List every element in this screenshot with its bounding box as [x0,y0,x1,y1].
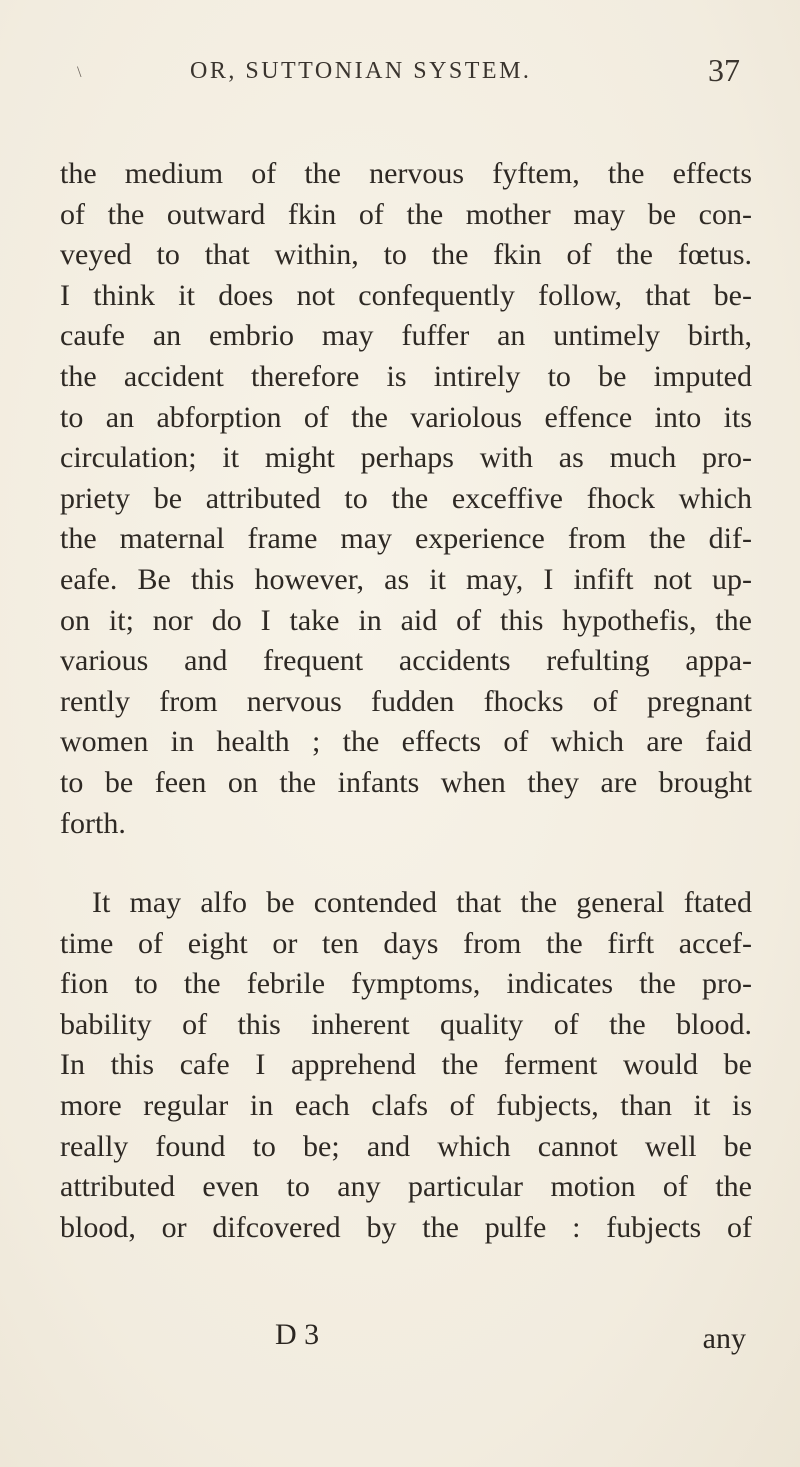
text-line: eafe. Be this however, as it may, I infift not up- [60,562,752,596]
text-line: It may alfo be contended that the general ftated [92,886,752,920]
text-line: time of eight or ten days from the firft accef- [60,926,752,960]
text-line: the maternal frame may experience from the dif- [60,522,752,556]
running-head [60,48,750,98]
text-line: the medium of the nervous fyftem, the effects [60,157,752,190]
text-line: I think it does not confequently follow, that be- [60,278,752,312]
text-line: circulation; it might perhaps with as much pro- [60,441,752,475]
text-line: on it; nor do I take in aid of this hypothefis, the [60,603,752,637]
text-line: veyed to that within, to the fkin of the fœtus. [60,238,752,272]
paragraph-gap [60,844,752,883]
catchword: any [702,1322,746,1355]
header-mark: \ [77,64,82,81]
text-line: blood, or difcovered by the pulfe : fubjects of [60,1210,752,1244]
text-line: more regular in each clafs of fubjects, than it is [60,1089,752,1123]
text-line: forth. [60,806,126,840]
text-line: fion to the febrile fymptoms, indicates the pro- [60,967,752,1001]
text-line: In this cafe I apprehend the ferment would be [60,1048,752,1082]
text-line: bability of this inherent quality of the blood. [60,1007,752,1041]
text-line: of the outward fkin of the mother may be con- [60,197,752,231]
text-line: women in health ; the effects of which are faid [60,725,752,759]
text-line: to an abforption of the variolous effence into its [60,400,752,434]
page-number: 37 [708,52,740,88]
body-text [60,154,752,1248]
paragraph-1 [60,154,752,844]
text-line: really found to be; and which cannot well be [60,1129,752,1163]
header-title: OR, SUTTONIAN SYSTEM. [190,58,532,84]
text-line: attributed even to any particular motion of the [60,1170,752,1204]
text-line: rently from nervous fudden fhocks of pregnant [60,684,752,718]
text-line: to be feen on the infants when they are brought [60,765,752,799]
page-footer [60,1318,752,1358]
text-line: priety be attributed to the exceffive fhock which [60,481,752,515]
text-line: caufe an embrio may fuffer an untimely birth, [60,319,752,353]
text-line: various and frequent accidents refulting appa- [60,644,752,678]
signature-mark: D 3 [275,1318,320,1351]
paragraph-2 [60,883,752,1248]
text-line: the accident therefore is intirely to be imputed [60,359,752,393]
